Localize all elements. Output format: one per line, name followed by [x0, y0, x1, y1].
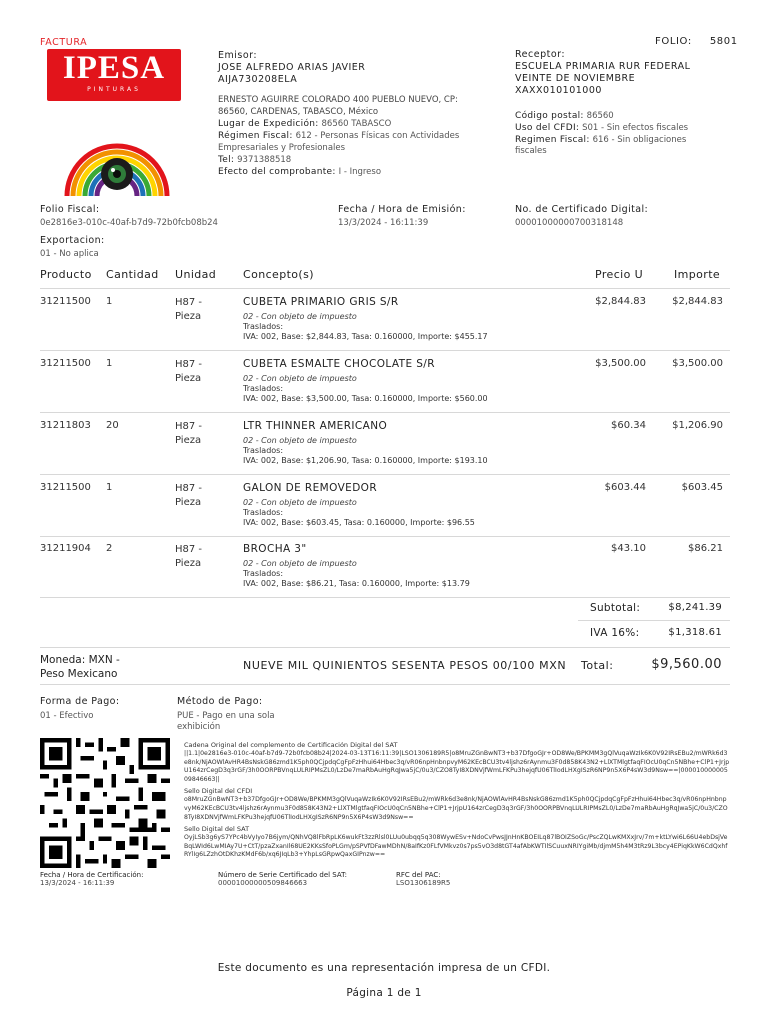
- cell-concepto: CUBETA ESMALTE CHOCOLATE S/R 02 - Con objeto de impuesto Traslados: IVA: 002, Base: $3,500.00, Tasa: 0.160000, Importe: $560.00: [243, 358, 488, 403]
- cell-importe: $603.45: [681, 482, 723, 493]
- cell-producto: 31211500: [40, 482, 91, 493]
- divider: [40, 536, 730, 537]
- document-type-label: FACTURA: [40, 37, 88, 48]
- cell-importe: $2,844.83: [672, 296, 723, 307]
- divider: [40, 288, 730, 289]
- col-importe: Importe: [674, 268, 721, 281]
- voucher-effect: Efecto del comprobante: I - Ingreso: [218, 167, 382, 177]
- cell-producto: 31211904: [40, 543, 91, 554]
- table-row: [40, 482, 730, 538]
- receiver-title: Receptor:: [515, 49, 566, 60]
- divider: [40, 412, 730, 413]
- export-info: Exportacion: 01 - No aplica: [40, 235, 105, 259]
- total-in-words: NUEVE MIL QUINIENTOS SESENTA PESOS 00/100 MXN: [243, 659, 567, 672]
- issuer-name: JOSE ALFREDO ARIAS JAVIER: [218, 62, 366, 73]
- cell-precio: $60.34: [611, 420, 646, 431]
- issuer-expedition-place: Lugar de Expedición: 86560 TABASCO: [218, 119, 392, 129]
- col-cantidad: Cantidad: [106, 268, 159, 281]
- col-unidad: Unidad: [175, 268, 217, 281]
- folio-label: FOLIO:: [655, 36, 692, 47]
- cell-precio: $43.10: [611, 543, 646, 554]
- iva-label: IVA 16%:: [590, 627, 640, 639]
- issuer-tax-regime: Régimen Fiscal: 612 - Personas Físicas con Actividades: [218, 131, 460, 141]
- cell-precio: $2,844.83: [595, 296, 646, 307]
- divider: [40, 474, 730, 475]
- cell-cantidad: 1: [106, 296, 113, 307]
- emblem-icon: [52, 116, 182, 196]
- sat-seal-label: Sello Digital del SAT: [184, 825, 250, 834]
- certification-date: Fecha / Hora de Certificación: 13/3/2024 - 16:11:39: [40, 871, 144, 887]
- cell-importe: $1,206.90: [672, 420, 723, 431]
- cell-precio: $603.44: [604, 482, 646, 493]
- cell-producto: 31211500: [40, 358, 91, 369]
- footer-note: Este documento es una representación impresa de un CFDI.: [217, 962, 551, 974]
- pac-rfc: RFC del PAC: LSO1306189R5: [396, 871, 451, 887]
- payment-form: Forma de Pago: 01 - Efectivo: [40, 696, 120, 721]
- issuer-phone: Tel: 9371388518: [218, 155, 292, 165]
- issue-date: Fecha / Hora de Emisión: 13/3/2024 - 16:11:39: [338, 204, 466, 228]
- table-row: [40, 358, 730, 414]
- issuer-address-line-1: ERNESTO AGUIRRE COLORADO 400 PUEBLO NUEVO, CP:: [218, 95, 458, 105]
- divider: [578, 620, 730, 621]
- payment-method: Método de Pago: PUE - Pago en una sola exhibición: [177, 696, 275, 732]
- digital-certificate: No. de Certificado Digital: 00001000000700318148: [515, 204, 649, 228]
- issuer-block: [218, 50, 508, 178]
- total-label: Total:: [581, 659, 614, 672]
- folio: [655, 36, 738, 47]
- sat-seal: OyjLSb3g6yS7YPc4bVyIyo7B6jym/QNhVQ8lFbRpLK6wukFt3zzRlsl0LUu0ubqq5q308WywESv+NdoCvPwsJJnHnKBOEILq87lBOIZSoGc/PscZQLwKMXxJrv/7m+ktLYwi6L66U4ebDsjVeBqLWId6LwMIAy7U+CtT/pzaZxanIl68UE2KKsSfoPLGm/pSPVfDFawMDhN/8aIfKz0FLfVMkvz0s7ps5vO3d8tGT4afAbKWTIlSCuuxNRIYgiMb/djmM5h4M3tRz9L3bcy4EPiqKkW6CdQxhfRYlIg6LZzhOtDKhzKMdF6b/xq6JIqLb3+YhpLsGRpwQaxGIPnzw==: [184, 834, 728, 859]
- table-row: [40, 420, 730, 476]
- issuer-tax-regime-cont: Empresariales y Profesionales: [218, 143, 346, 153]
- receiver-tax-regime-cont: fiscales: [515, 146, 547, 156]
- issuer-rfc: AIJA730208ELA: [218, 74, 298, 85]
- page-number: Página 1 de 1: [346, 987, 422, 999]
- issuer-address-line-2: 86560, CARDENAS, TABASCO, México: [218, 107, 379, 117]
- divider: [40, 647, 730, 648]
- cell-cantidad: 1: [106, 482, 113, 493]
- table-row: [40, 543, 730, 599]
- receiver-block: [515, 49, 730, 156]
- cell-unidad: H87 - Pieza: [175, 483, 203, 508]
- qr-code-icon: [40, 738, 170, 868]
- col-concepto: Concepto(s): [243, 268, 314, 281]
- receiver-cfdi-use: Uso del CFDI: S01 - Sin efectos fiscales: [515, 123, 689, 133]
- original-string-label: Cadena Original del complemento de Certificación Digital del SAT: [184, 741, 398, 749]
- iva-value: $1,318.61: [668, 627, 722, 638]
- receiver-tax-regime: Regimen Fiscal: 616 - Sin obligaciones: [515, 135, 687, 145]
- divider: [40, 350, 730, 351]
- cell-cantidad: 1: [106, 358, 113, 369]
- divider: [40, 684, 730, 685]
- cell-cantidad: 20: [106, 420, 119, 431]
- col-precio: Precio U: [595, 268, 644, 281]
- cell-producto: 31211500: [40, 296, 91, 307]
- cell-producto: 31211803: [40, 420, 91, 431]
- cell-concepto: BROCHA 3" 02 - Con objeto de impuesto Traslados: IVA: 002, Base: $86.21, Tasa: 0.160000, Importe: $13.79: [243, 543, 470, 588]
- logo-subtitle: PINTURAS: [87, 86, 141, 93]
- receiver-postal-code: Código postal: 86560: [515, 111, 614, 121]
- cfdi-seal: o8MruZGnBwNT3+b37DfgoGJr+OD8We/BPKMM3gQlVuqaWzIk6K0V92IRsEBu2/mWRk6d3e8nk/NjAOWlAvHR4BsNskG86zmd1K5ph0QCjpdqCgFpFzHhui64Hbec3q/vR06npHnbnpvyM62KEcBCU3tv4ljshz6rAynmu3F0d858K43N2+LlXTMlgtfaqFIOcU0qCn5NBhe+ClP1+JrjpU164zrCegD3q3rGF/3h0OORPBVnqLULRIPMsZL0/LzDe7maRbAuHgRqJwa5jC/0u3/CZO8TyI8XDNVjfWmLFKPu3hejqfU06TlIodLHXgISzR6NP9n5X6P4sW3d9Nsw==: [184, 796, 728, 821]
- logo-text: IPESA: [62, 50, 166, 86]
- receiver-rfc: XAXX010101000: [515, 85, 602, 96]
- receiver-name: ESCUELA PRIMARIA RUR FEDERAL: [515, 61, 691, 72]
- cell-concepto: CUBETA PRIMARIO GRIS S/R 02 - Con objeto de impuesto Traslados: IVA: 002, Base: $2,844.83, Tasa: 0.160000, Importe: $455.17: [243, 296, 488, 341]
- issuer-title: Emisor:: [218, 50, 258, 61]
- cfdi-seal-label: Sello Digital del CFDI: [184, 787, 253, 796]
- fiscal-folio: Folio Fiscal: 0e2816e3-010c-40af-b7d9-72b0fcb08b24: [40, 204, 218, 228]
- items-table-header: [40, 268, 730, 286]
- subtotal-value: $8,241.39: [668, 602, 722, 613]
- cell-concepto: LTR THINNER AMERICANO 02 - Con objeto de impuesto Traslados: IVA: 002, Base: $1,206.90, Tasa: 0.160000, Importe: $193.10: [243, 420, 488, 465]
- cell-concepto: GALON DE REMOVEDOR 02 - Con objeto de impuesto Traslados: IVA: 002, Base: $603.45, Tasa: 0.160000, Importe: $96.55: [243, 482, 475, 527]
- table-row: [40, 296, 730, 352]
- col-producto: Producto: [40, 268, 92, 281]
- total-value: $9,560.00: [651, 657, 722, 672]
- original-string: ||1.1|0e2816e3-010c-40af-b7d9-72b0fcb08b24|2024-03-13T16:11:39|LSO1306189R5|o8MruZGnBwNT3+b37DfgoGJr+OD8We/BPKMM3gQlVuqaWzIk6K0V92IRsEBu2/mWRk6d3e8nk/NjAOWlAvHR4BsNskG86zmd1K5ph0QCjpdqCgFpFzHhui64Hbec3q/vR06npHnbnpvyM62KEcBCU3tv4ljshz6rAynmu3F0d858K43N2+LlXTMlgtfaqFIOcU0qCn5NBhe+ClP1+JrjpU164zrCegD3q3rGF/3h0OORPBVnqLULRIPMsZL0/LzDe7maRbAuHgRqJwa5jC/0u3/CZO8TyI8XDNVjfWmLFKPu3hejqfU06TlIodLHXgISzR6NP9n5X6P4sW3d9Nsw==|00001000000509846663||: [184, 750, 730, 783]
- cell-precio: $3,500.00: [595, 358, 646, 369]
- sat-seals: [184, 741, 730, 860]
- subtotal-label: Subtotal:: [590, 602, 641, 614]
- folio-value: 5801: [709, 36, 738, 47]
- cell-unidad: H87 - Pieza: [175, 421, 203, 446]
- cell-unidad: H87 - Pieza: [175, 359, 203, 384]
- currency: Moneda: MXN - Peso Mexicano: [40, 654, 120, 680]
- cell-importe: $86.21: [688, 543, 723, 554]
- cell-importe: $3,500.00: [672, 358, 723, 369]
- cell-unidad: H87 - Pieza: [175, 544, 203, 569]
- divider: [40, 597, 730, 598]
- receiver-name-cont: VEINTE DE NOVIEMBRE: [515, 73, 636, 84]
- cell-cantidad: 2: [106, 543, 113, 554]
- sat-certificate-serial: Número de Serie Certificado del SAT: 00001000000509846663: [218, 871, 347, 887]
- cell-unidad: H87 - Pieza: [175, 297, 203, 322]
